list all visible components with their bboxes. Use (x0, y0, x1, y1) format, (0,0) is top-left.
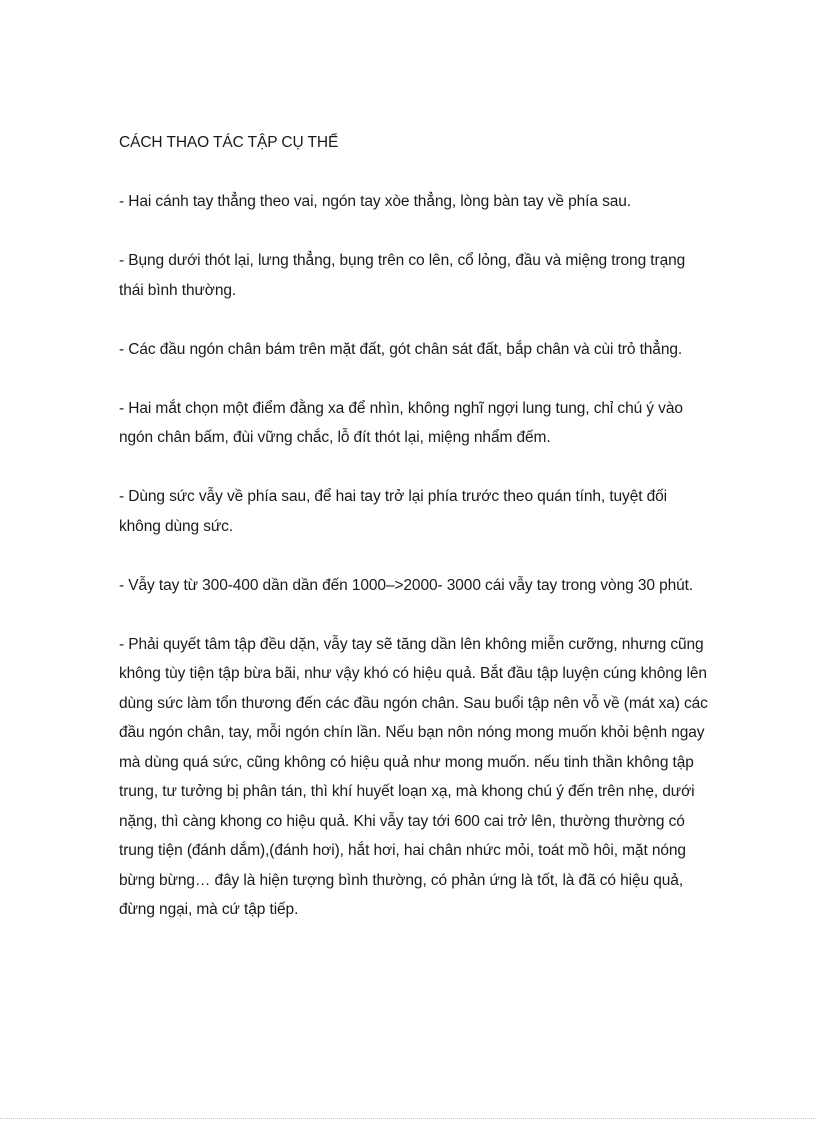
paragraph-swing-motion: - Dùng sức vẫy về phía sau, để hai tay trở lại phía trước theo quán tính, tuyệt đối không dùng sức. (119, 488, 668, 535)
paragraph-abdomen-posture: - Bụng dưới thót lại, lưng thẳng, bụng trên co lên, cổ lỏng, đầu và miệng trong trạng thái bình thường. (119, 252, 686, 299)
document-title: CÁCH THAO TÁC TẬP CỤ THỂ (119, 134, 339, 151)
paragraph-feet-position: - Các đầu ngón chân bám trên mặt đất, gót chân sát đất, bắp chân và cùi trỏ thẳng. (119, 340, 683, 358)
document-body (119, 128, 709, 925)
paragraph-eyes-focus: - Hai mắt chọn một điểm đằng xa để nhìn, không nghĩ ngợi lung tung, chỉ chú ý vào ngón chân bấm, đùi vững chắc, lỗ đít thót lại, miệng nhẩm đếm. (119, 399, 683, 446)
paragraph-arm-position: - Hai cánh tay thẳng theo vai, ngón tay xòe thẳng, lòng bàn tay về phía sau. (119, 193, 632, 210)
paragraph-swing-count: - Vẫy tay từ 300-400 dần dần đến 1000–>2000- 3000 cái vẫy tay trong vòng 30 phút. (119, 576, 694, 594)
paragraph-practice-advice: - Phải quyết tâm tập đều dặn, vẫy tay sẽ tăng dần lên không miễn cưỡng, nhưng cũng không tùy tiện tập bừa bãi, như vậy khó có hiệu quả. Bắt đầu tập luyện cúng không lên dùng sức làm tổn thương đến các đầu ngón chân. Sau buổi tập nên vỗ về (mát xa) các đầu ngón chân, tay, mỗi ngón chín lần. Nếu bạn nôn nóng mong muốn khỏi bệnh ngay mà dùng quá sức, cũng không có hiệu quả như mong muốn. nếu tinh thần không tập trung, tư tưởng bị phân tán, thì khí huyết loạn xạ, mà khong chú ý đến trên nhẹ, dưới nặng, thì càng khong co hiệu quả. Khi vẫy tay tới 600 cai trở lên, thường thường có trung tiện (đánh dắm),(đánh hơi), hắt hơi, hai chân nhức mỏi, toát mồ hôi, mặt nóng bừng bừng… đây là hiện tượng bình thường, có phản ứng là tốt, là đã có hiệu quả, đừng ngại, mà cứ tập tiếp. (119, 635, 708, 918)
page-bottom-divider (0, 1118, 816, 1119)
